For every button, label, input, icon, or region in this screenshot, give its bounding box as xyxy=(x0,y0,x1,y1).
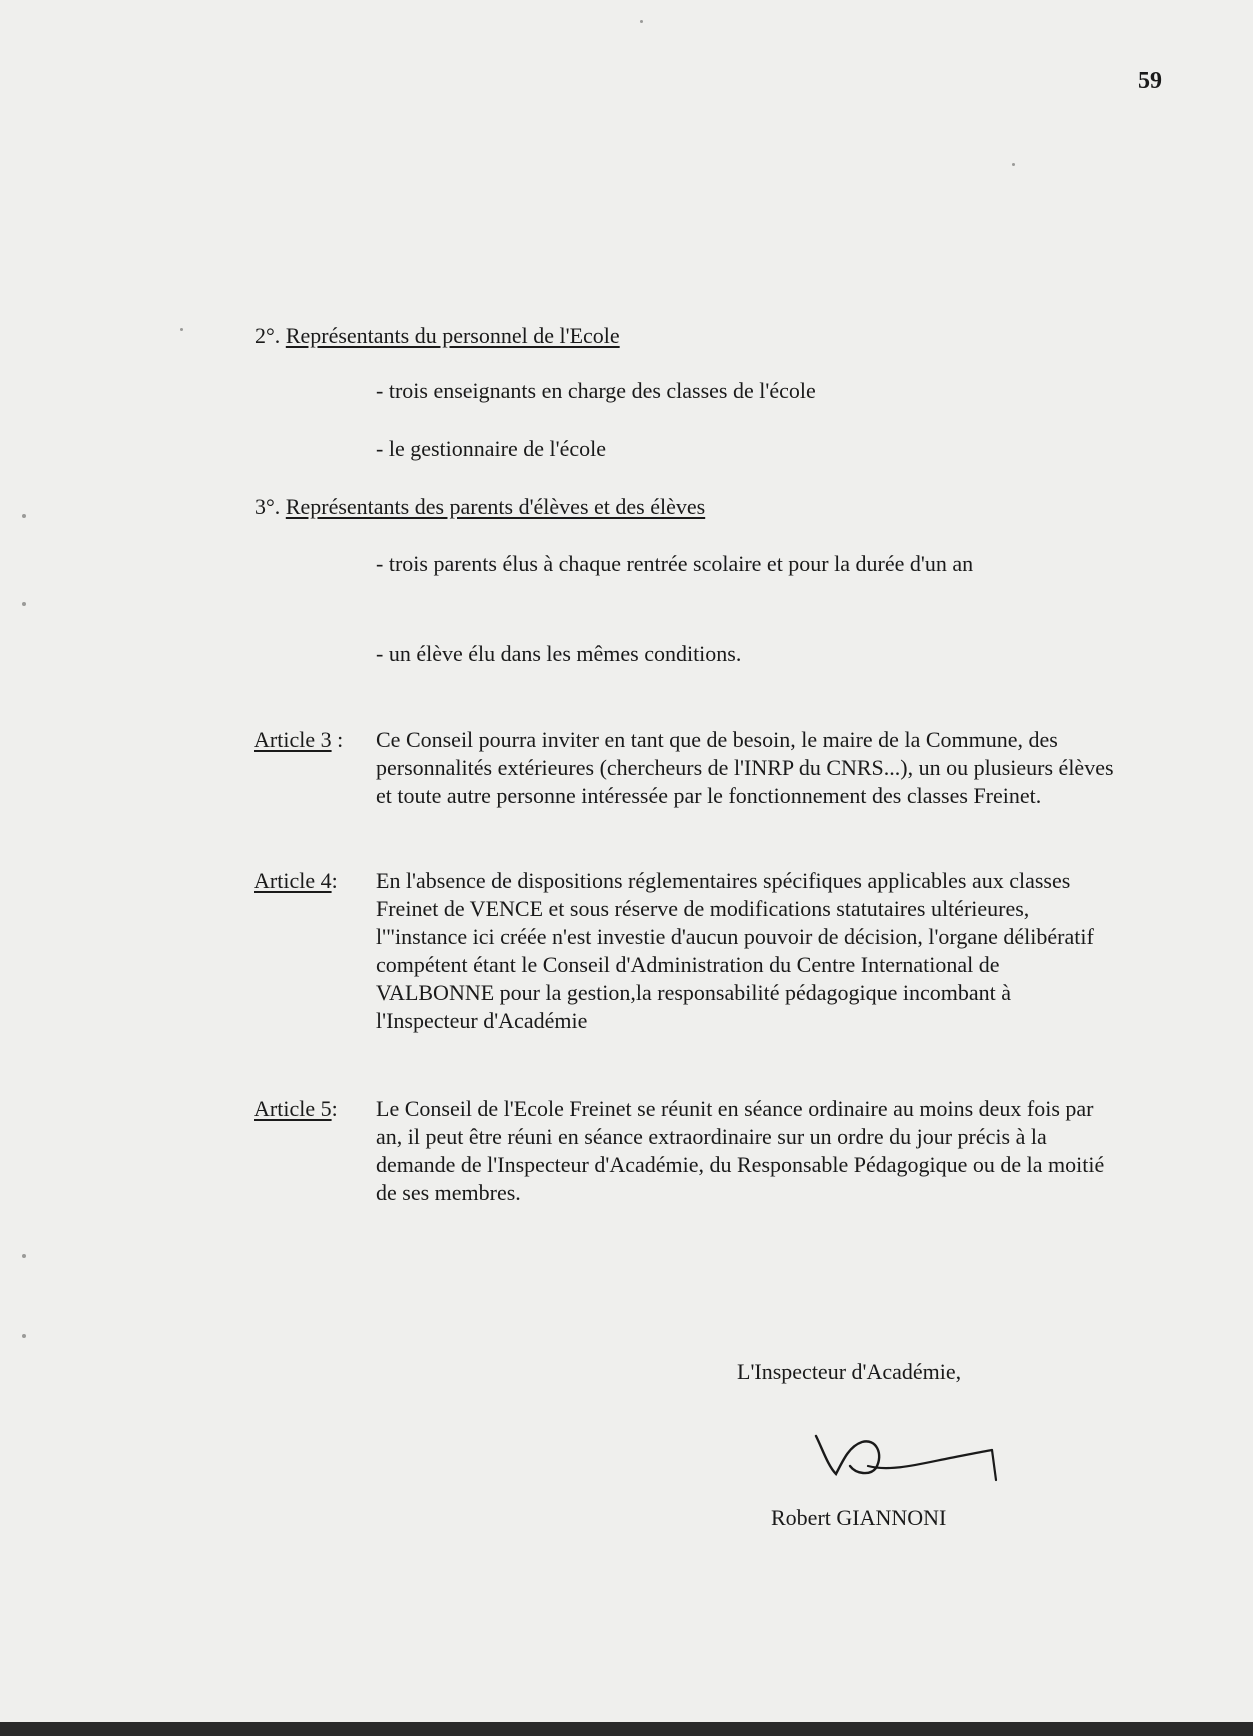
article-4 xyxy=(254,867,1114,1035)
article-label-sep: : xyxy=(331,868,338,893)
list-item: - trois parents élus à chaque rentrée scolaire et pour la durée d'un an xyxy=(376,551,974,576)
page-number: 59 xyxy=(1138,68,1162,94)
list-item: - trois enseignants en charge des classes de l'école xyxy=(376,378,816,403)
article-label-sep: : xyxy=(331,727,344,752)
article-5 xyxy=(254,1095,1114,1207)
signatory-name: Robert GIANNONI xyxy=(771,1505,947,1530)
article-label-text: Article 4 xyxy=(254,868,332,893)
section-heading-personnel xyxy=(255,322,620,350)
scan-speck xyxy=(22,1254,26,1258)
article-label-text: Article 5 xyxy=(254,1096,332,1121)
scan-speck xyxy=(1012,163,1015,166)
article-label xyxy=(254,1095,338,1123)
article-text: En l'absence de dispositions réglementaires spécifiques applicables aux classes Freinet de VENCE et sous réserve de modifications statutaires ultérieures, l'"instance ici créée n'est investie d'aucun pouvoir de décision, l'organe délibératif compétent étant le Conseil d'Administration du Centre International de VALBONNE pour la gestion,la responsabilité pédagogique incombant à l'Inspecteur d'Académie xyxy=(376,868,1094,1033)
section-title: Représentants du personnel de l'Ecole xyxy=(285,323,620,348)
article-label xyxy=(254,726,343,754)
section-heading-parents xyxy=(255,493,705,521)
signatory-title: L'Inspecteur d'Académie, xyxy=(737,1359,962,1384)
handwritten-signature xyxy=(810,1418,1010,1488)
scan-bottom-edge xyxy=(0,1722,1253,1736)
article-label-sep: : xyxy=(331,1096,338,1121)
section-title: Représentants des parents d'élèves et des élèves xyxy=(285,494,706,519)
article-text: Ce Conseil pourra inviter en tant que de besoin, le maire de la Commune, des personnalités extérieures (chercheurs de l'INRP du CNRS...), un ou plusieurs élèves et toute autre personne intéressée par le fonctionnement des classes Freinet. xyxy=(376,727,1114,808)
article-label-text: Article 3 xyxy=(254,727,332,752)
scan-speck xyxy=(22,514,26,518)
article-3 xyxy=(254,726,1114,810)
list-item: - le gestionnaire de l'école xyxy=(376,436,606,461)
section-number: 2°. xyxy=(255,323,281,348)
article-label xyxy=(254,867,338,895)
scan-speck xyxy=(22,602,26,606)
section-number: 3°. xyxy=(255,494,281,519)
list-item: - un élève élu dans les mêmes conditions. xyxy=(376,641,742,666)
scan-speck xyxy=(640,20,643,23)
article-text: Le Conseil de l'Ecole Freinet se réunit en séance ordinaire au moins deux fois par an, il peut être réuni en séance extraordinaire sur un ordre du jour précis à la demande de l'Inspecteur d'Académie, du Responsable Pédagogique ou de la moitié de ses membres. xyxy=(376,1096,1105,1205)
scan-speck xyxy=(180,328,183,331)
scan-speck xyxy=(22,1334,26,1338)
